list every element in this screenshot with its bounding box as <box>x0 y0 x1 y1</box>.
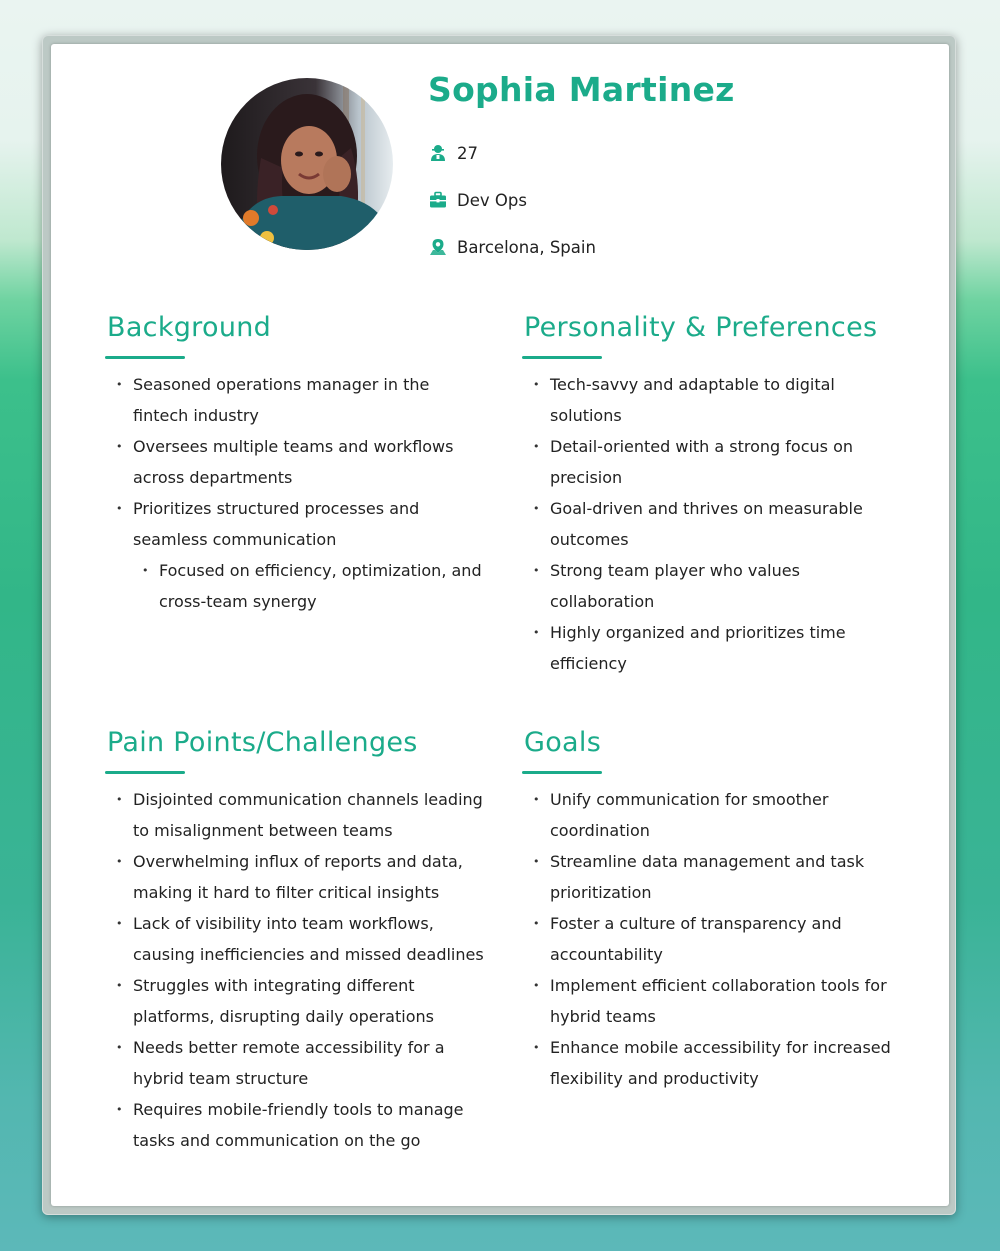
sub-list-item: • Focused on efficiency, optimization, and cross-team synergy <box>107 555 487 617</box>
goals-list <box>524 784 904 1094</box>
section-background <box>107 311 487 617</box>
list-item: • Prioritizes structured processes and seamless communication <box>107 493 487 555</box>
section-title: Personality & Preferences <box>524 312 878 343</box>
age-row <box>428 141 478 165</box>
avatar <box>221 78 393 250</box>
list-item: • Seasoned operations manager in the fintech industry <box>107 369 487 431</box>
title-underline <box>522 356 602 359</box>
age-value: 27 <box>457 143 478 163</box>
title-underline <box>105 771 185 774</box>
list-item: • Oversees multiple teams and workflows across departments <box>107 431 487 493</box>
persona-name: Sophia Martinez <box>428 70 735 109</box>
pain-points-list <box>107 784 487 1156</box>
title-underline <box>105 356 185 359</box>
list-item: • Enhance mobile accessibility for increased flexibility and productivity <box>524 1032 904 1094</box>
section-goals <box>524 726 904 1094</box>
list-item: • Detail-oriented with a strong focus on precision <box>524 431 904 493</box>
section-title: Background <box>107 312 272 343</box>
section-title: Pain Points/Challenges <box>107 727 418 758</box>
briefcase-icon <box>428 191 447 210</box>
title-underline <box>522 771 602 774</box>
list-item: • Tech-savvy and adaptable to digital solutions <box>524 369 904 431</box>
role-row <box>428 188 527 212</box>
location-value: Barcelona, Spain <box>457 237 596 257</box>
avatar-photo <box>221 78 393 250</box>
list-item: • Struggles with integrating different platforms, disrupting daily operations <box>107 970 487 1032</box>
section-personality <box>524 311 904 679</box>
list-item: • Goal-driven and thrives on measurable outcomes <box>524 493 904 555</box>
list-item: • Requires mobile-friendly tools to manage tasks and communication on the go <box>107 1094 487 1156</box>
list-item: • Lack of visibility into team workflows, causing inefficiencies and missed deadlines <box>107 908 487 970</box>
list-item: • Implement efficient collaboration tools for hybrid teams <box>524 970 904 1032</box>
list-item: • Foster a culture of transparency and accountability <box>524 908 904 970</box>
list-item: • Needs better remote accessibility for a hybrid team structure <box>107 1032 487 1094</box>
list-item: • Disjointed communication channels leading to misalignment between teams <box>107 784 487 846</box>
list-item: • Streamline data management and task prioritization <box>524 846 904 908</box>
map-pin-icon <box>428 238 447 257</box>
section-pain-points <box>107 726 487 1156</box>
list-item: • Strong team player who values collaboration <box>524 555 904 617</box>
list-item: • Overwhelming influx of reports and data, making it hard to filter critical insights <box>107 846 487 908</box>
section-title: Goals <box>524 727 602 758</box>
list-item: • Unify communication for smoother coordination <box>524 784 904 846</box>
background-list <box>107 369 487 617</box>
location-row <box>428 235 596 259</box>
role-value: Dev Ops <box>457 190 527 210</box>
personality-list <box>524 369 904 679</box>
list-item: • Highly organized and prioritizes time efficiency <box>524 617 904 679</box>
person-icon <box>428 144 447 163</box>
